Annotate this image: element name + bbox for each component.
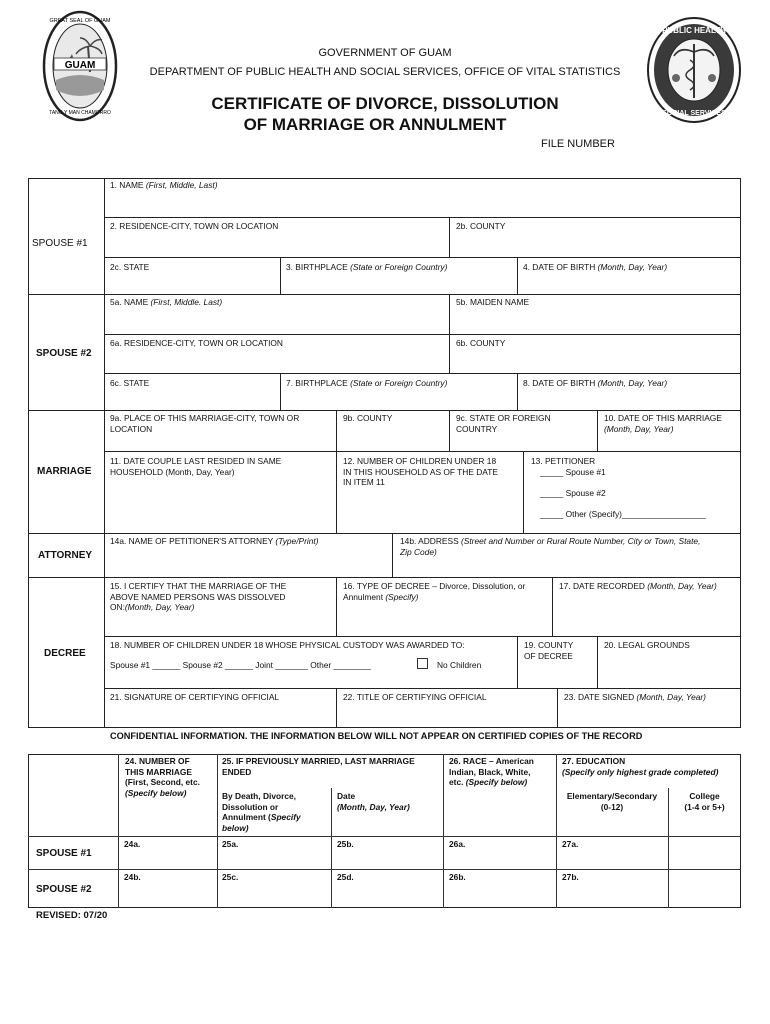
col-27-education: 27. EDUCATION (Specify only highest grade completed) (562, 756, 719, 777)
field-13-petitioner: 13. PETITIONER (531, 456, 596, 466)
field-5b-maiden-name[interactable]: 5b. MAIDEN NAME (456, 297, 530, 307)
col-25-sub-how: By Death, Divorce, Dissolution or Annulment (Specify below) (222, 791, 301, 833)
custody-options[interactable]: Spouse #1 ______ Spouse #2 ______ Joint _______ Other ________ (110, 660, 371, 670)
cell-25c[interactable]: 25c. (222, 872, 239, 882)
field-2b-county[interactable]: 2b. COUNTY (456, 221, 506, 231)
field-19-county-of-decree[interactable]: 19. COUNTY OF DECREE (524, 640, 574, 661)
field-16-type-of-decree[interactable]: 16. TYPE OF DECREE – Divorce, Dissolution, or Annulment (Specify) (343, 581, 526, 602)
field-9c-state-or-country[interactable]: 9c. STATE OR FOREIGN COUNTRY (456, 413, 551, 434)
cell-27a[interactable]: 27a. (562, 839, 579, 849)
section-attorney: ATTORNEY (38, 550, 93, 561)
field-17-date-recorded[interactable]: 17. DATE RECORDED (Month, Day, Year) (559, 581, 717, 591)
certificate-title-line1: CERTIFICATE OF DIVORCE, DISSOLUTION (211, 94, 559, 113)
government-heading: GOVERNMENT OF GUAM (318, 47, 452, 59)
seal-bottom-text: TANO Y MAN CHAMORRO (49, 110, 111, 116)
file-number-label: FILE NUMBER (541, 138, 615, 150)
field-18-custody: 18. NUMBER OF CHILDREN UNDER 18 WHOSE PHYSICAL CUSTODY WAS AWARDED TO: (110, 640, 465, 650)
cell-24b[interactable]: 24b. (124, 872, 141, 882)
row-spouse-1-label: SPOUSE #1 (36, 848, 92, 859)
field-14a-attorney-name[interactable]: 14a. NAME OF PETITIONER'S ATTORNEY (Type/Print) (110, 536, 319, 546)
field-9b-county[interactable]: 9b. COUNTY (343, 413, 393, 423)
revised-date: REVISED: 07/20 (36, 910, 108, 921)
section-decree: DECREE (44, 648, 86, 659)
field-15-date-dissolved[interactable]: 15. I CERTIFY THAT THE MARRIAGE OF THE ABOVE NAMED PERSONS WAS DISSOLVED ON:(Month, Day, Year) (110, 581, 287, 612)
field-6c-state[interactable]: 6c. STATE (110, 378, 150, 388)
petitioner-other-option[interactable]: _____ Other (Specify)__________________ (540, 509, 706, 519)
field-8-date-of-birth[interactable]: 8. DATE OF BIRTH (Month, Day, Year) (523, 378, 668, 388)
field-5a-name[interactable]: 5a. NAME (First, Middle. Last) (110, 297, 223, 307)
field-23-date-signed[interactable]: 23. DATE SIGNED (Month, Day, Year) (564, 692, 706, 702)
field-2-residence[interactable]: 2. RESIDENCE-CITY, TOWN OR LOCATION (110, 221, 279, 231)
col-27-sub-college: College (1-4 or 5+) (684, 791, 725, 812)
field-6a-residence[interactable]: 6a. RESIDENCE-CITY, TOWN OR LOCATION (110, 338, 283, 348)
field-12-number-of-children[interactable]: 12. NUMBER OF CHILDREN UNDER 18 IN THIS HOUSEHOLD AS OF THE DATE IN ITEM 11 (343, 456, 498, 487)
section-spouse-2: SPOUSE #2 (36, 348, 92, 359)
field-10-date-of-marriage[interactable]: 10. DATE OF THIS MARRIAGE (Month, Day, Year) (604, 413, 722, 434)
section-marriage: MARRIAGE (37, 466, 92, 477)
section-spouse-1: SPOUSE #1 (32, 238, 88, 249)
cell-27b[interactable]: 27b. (562, 872, 579, 882)
field-2c-state[interactable]: 2c. STATE (110, 262, 150, 272)
col-26-race: 26. RACE – American Indian, Black, White, etc. (Specify below) (449, 756, 534, 787)
petitioner-spouse-1-option[interactable]: _____ Spouse #1 (540, 467, 606, 477)
row-spouse-2-label: SPOUSE #2 (36, 884, 92, 895)
field-21-signature[interactable]: 21. SIGNATURE OF CERTIFYING OFFICIAL (110, 692, 280, 702)
department-heading: DEPARTMENT OF PUBLIC HEALTH AND SOCIAL SERVICES, OFFICE OF VITAL STATISTICS (149, 66, 621, 78)
seal-center-text: GUAM (64, 60, 96, 71)
confidential-notice: CONFIDENTIAL INFORMATION. THE INFORMATION BELOW WILL NOT APPEAR ON CERTIFIED COPIES OF THE RECORD (110, 731, 643, 741)
cell-25d[interactable]: 25d. (337, 872, 354, 882)
field-20-legal-grounds[interactable]: 20. LEGAL GROUNDS (604, 640, 690, 650)
cell-26b[interactable]: 26b. (449, 872, 466, 882)
col-24-number-of-marriage: 24. NUMBER OF THIS MARRIAGE (First, Second, etc. (Specify below) (125, 756, 200, 798)
seal-top-text: GREAT SEAL OF GUAM (49, 18, 111, 24)
field-14b-attorney-address[interactable]: 14b. ADDRESS (Street and Number or Rural Route Number, City or Town, State, Zip Code) (400, 536, 701, 557)
field-6b-county[interactable]: 6b. COUNTY (456, 338, 506, 348)
cell-25b[interactable]: 25b. (337, 839, 354, 849)
field-4-date-of-birth[interactable]: 4. DATE OF BIRTH (Month, Day, Year) (523, 262, 668, 272)
certificate-title-line2: OF MARRIAGE OR ANNULMENT (243, 115, 507, 134)
col-27-sub-elementary: Elementary/Secondary (0-12) (566, 791, 658, 812)
seal-right-top-text: PUBLIC HEALTH (662, 26, 726, 35)
field-22-title[interactable]: 22. TITLE OF CERTIFYING OFFICIAL (343, 692, 487, 702)
field-11-date-last-resided[interactable]: 11. DATE COUPLE LAST RESIDED IN SAME HOUSEHOLD (Month, Day, Year) (110, 456, 282, 477)
col-25-sub-date: Date (Month, Day, Year) (337, 791, 410, 812)
petitioner-spouse-2-option[interactable]: _____ Spouse #2 (540, 488, 606, 498)
cell-24a[interactable]: 24a. (124, 839, 141, 849)
seal-right-bottom-text: SOCIAL SERVICES (662, 110, 726, 117)
field-1-name[interactable]: 1. NAME (First, Middle, Last) (110, 180, 218, 190)
no-children-label: No Children (437, 660, 482, 670)
field-7-birthplace[interactable]: 7. BIRTHPLACE (State or Foreign Country) (286, 378, 448, 388)
field-3-birthplace[interactable]: 3. BIRTHPLACE (State or Foreign Country) (286, 262, 448, 272)
cell-25a[interactable]: 25a. (222, 839, 239, 849)
field-9a-place-of-marriage[interactable]: 9a. PLACE OF THIS MARRIAGE-CITY, TOWN OR LOCATION (110, 413, 300, 434)
cell-26a[interactable]: 26a. (449, 839, 466, 849)
no-children-checkbox[interactable] (417, 658, 428, 669)
col-25-last-marriage-ended: 25. IF PREVIOUSLY MARRIED, LAST MARRIAGE ENDED (222, 756, 415, 777)
